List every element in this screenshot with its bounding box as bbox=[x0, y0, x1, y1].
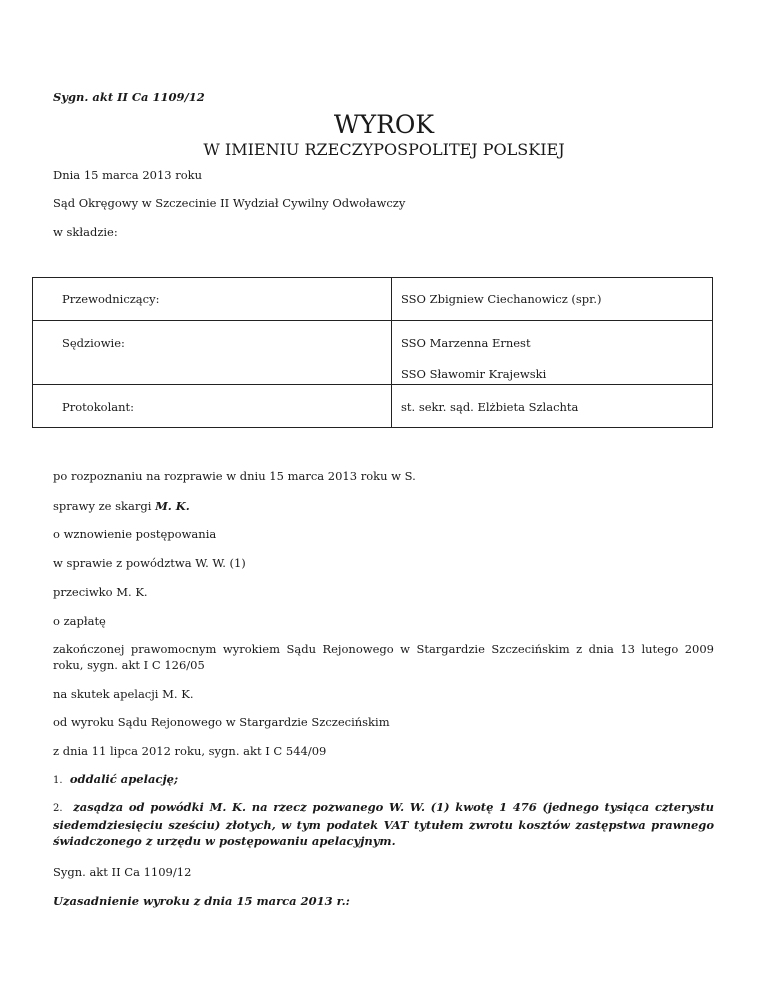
document-subtitle: W IMIENIU RZECZYPOSPOLITEJ POLSKIEJ bbox=[203, 140, 565, 159]
clerk-label: Protokolant: bbox=[62, 400, 135, 414]
subject-line: o zapłatę bbox=[53, 614, 106, 628]
court-composition-table bbox=[32, 277, 713, 428]
table-row bbox=[33, 321, 713, 385]
complaint-party: M. K. bbox=[155, 499, 190, 513]
court-line: Sąd Okręgowy w Szczecinie II Wydział Cywilny Odwoławczy bbox=[53, 196, 406, 210]
ruling-item bbox=[53, 771, 178, 789]
hearing-line: po rozpoznaniu na rozprawie w dniu 15 marca 2013 roku w S. bbox=[53, 469, 416, 483]
judge-name: SSO Marzenna Ernest bbox=[401, 336, 531, 350]
clerk-value: st. sekr. sąd. Elżbieta Szlachta bbox=[401, 400, 579, 414]
chair-label: Przewodniczący: bbox=[62, 292, 160, 306]
document-title: WYROK bbox=[333, 110, 435, 139]
appeal-line: na skutek apelacji M. K. bbox=[53, 687, 194, 701]
judge-name: SSO Sławomir Krajewski bbox=[401, 367, 547, 381]
ruling-number: 1. bbox=[53, 775, 63, 786]
ruling-text: zasądza od powódki M. K. na rzecz pozwanego W. W. (1) kwotę 1 476 (jednego tysiąca czterystu siedemdziesięciu sześciu) złotych, w tym podatek VAT tytułem zwrotu kosztów zastępstwa prawnego świadczonego z urzędu w postępowaniu apelacyjnym. bbox=[53, 800, 714, 848]
ruling-text: oddalić apelację; bbox=[69, 772, 179, 786]
composition-intro: w składzie: bbox=[53, 225, 118, 239]
justification-heading: Uzasadnienie wyroku z dnia 15 marca 2013 r.: bbox=[53, 894, 350, 908]
chair-value: SSO Zbigniew Ciechanowicz (spr.) bbox=[401, 292, 602, 306]
judges-label: Sędziowie: bbox=[62, 336, 125, 350]
table-row bbox=[33, 385, 713, 428]
judgment-date-line: z dnia 11 lipca 2012 roku, sygn. akt I C 544/09 bbox=[53, 744, 327, 758]
concluded-paragraph: zakończonej prawomocnym wyrokiem Sądu Rejonowego w Stargardzie Szczecińskim z dnia 13 lutego 2009 roku, sygn. akt I C 126/05 bbox=[53, 642, 714, 672]
against-line: przeciwko M. K. bbox=[53, 585, 148, 599]
ruling-number: 2. bbox=[53, 803, 63, 814]
claim-line: w sprawie z powództwa W. W. (1) bbox=[53, 556, 246, 570]
table-row bbox=[33, 278, 713, 321]
ruling-item bbox=[53, 799, 714, 849]
date-line: Dnia 15 marca 2013 roku bbox=[53, 168, 203, 182]
from-judgment-line: od wyroku Sądu Rejonowego w Stargardzie Szczecińskim bbox=[53, 715, 390, 729]
reopening-line: o wznowienie postępowania bbox=[53, 527, 217, 541]
case-number-header: Sygn. akt II Ca 1109/12 bbox=[53, 90, 205, 104]
case-number-footer: Sygn. akt II Ca 1109/12 bbox=[53, 865, 192, 879]
complaint-line: sprawy ze skargi M. K. bbox=[53, 499, 190, 513]
